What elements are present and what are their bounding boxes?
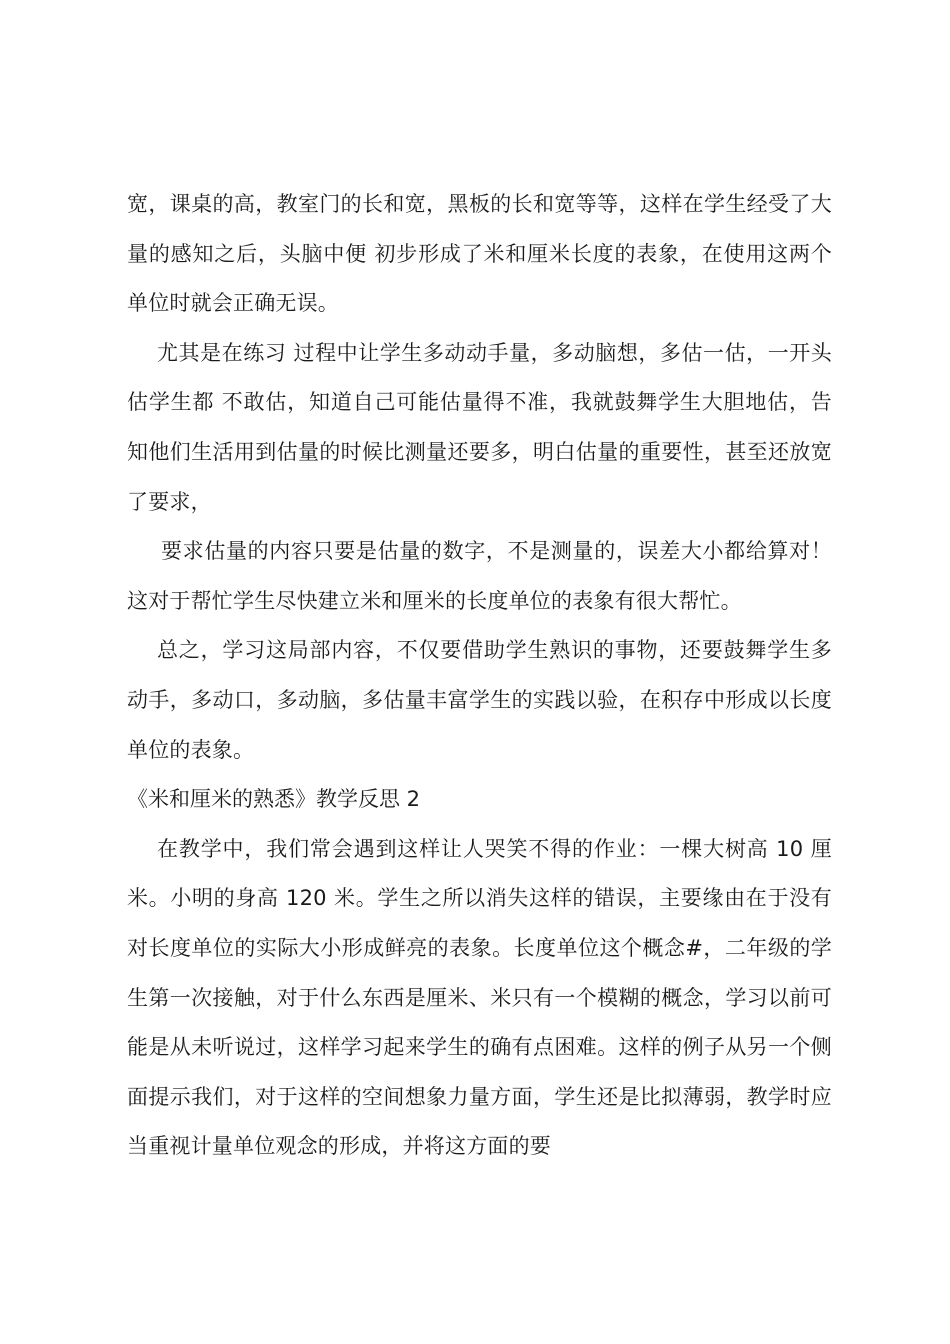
document-body	[127, 180, 832, 1172]
paragraph-3: 要求估量的内容只要是估量的数字，不是测量的，误差大小都给算对！这对于帮忙学生尽快建立米和厘米的长度单位的表象有很大帮忙。	[127, 539, 832, 613]
section-paragraph: 在教学中，我们常会遇到这样让人哭笑不得的作业：一棵大树高 10 厘米。小明的身高 120 米。学生之所以消失这样的错误，主要缘由在于没有对长度单位的实际大小形成鲜亮的表象。长度单位这个概念#，二年级的学生第一次接触，对于什么东西是厘米、米只有一个模糊的概念，学习以前可能是从未听说过，这样学习起来学生的确有点困难。这样的例子从另一个侧面提示我们，对于这样的空间想象力量方面，学生还是比拟薄弱，教学时应当重视计量单位观念的形成，并将这方面的要	[127, 836, 832, 1159]
paragraph-2: 尤其是在练习 过程中让学生多动动手量，多动脑想，多估一估，一开头估学生都 不敢估，知道自己可能估量得不准，我就鼓舞学生大胆地估，告知他们生活用到估量的时候比测量还要多，明白估量的重要性，甚至还放宽了要求，	[127, 340, 832, 514]
paragraph-4: 总之，学习这局部内容，不仅要借助学生熟识的事物，还要鼓舞学生多动手，多动口，多动脑，多估量丰富学生的实践以验，在积存中形成以长度单位的表象。	[127, 638, 832, 762]
section-title: 《米和厘米的熟悉》教学反思 2	[127, 787, 421, 812]
paragraph-1: 宽，课桌的高，教室门的长和宽，黑板的长和宽等等，这样在学生经受了大量的感知之后，头脑中便 初步形成了米和厘米长度的表象，在使用这两个单位时就会正确无误。	[127, 192, 832, 316]
